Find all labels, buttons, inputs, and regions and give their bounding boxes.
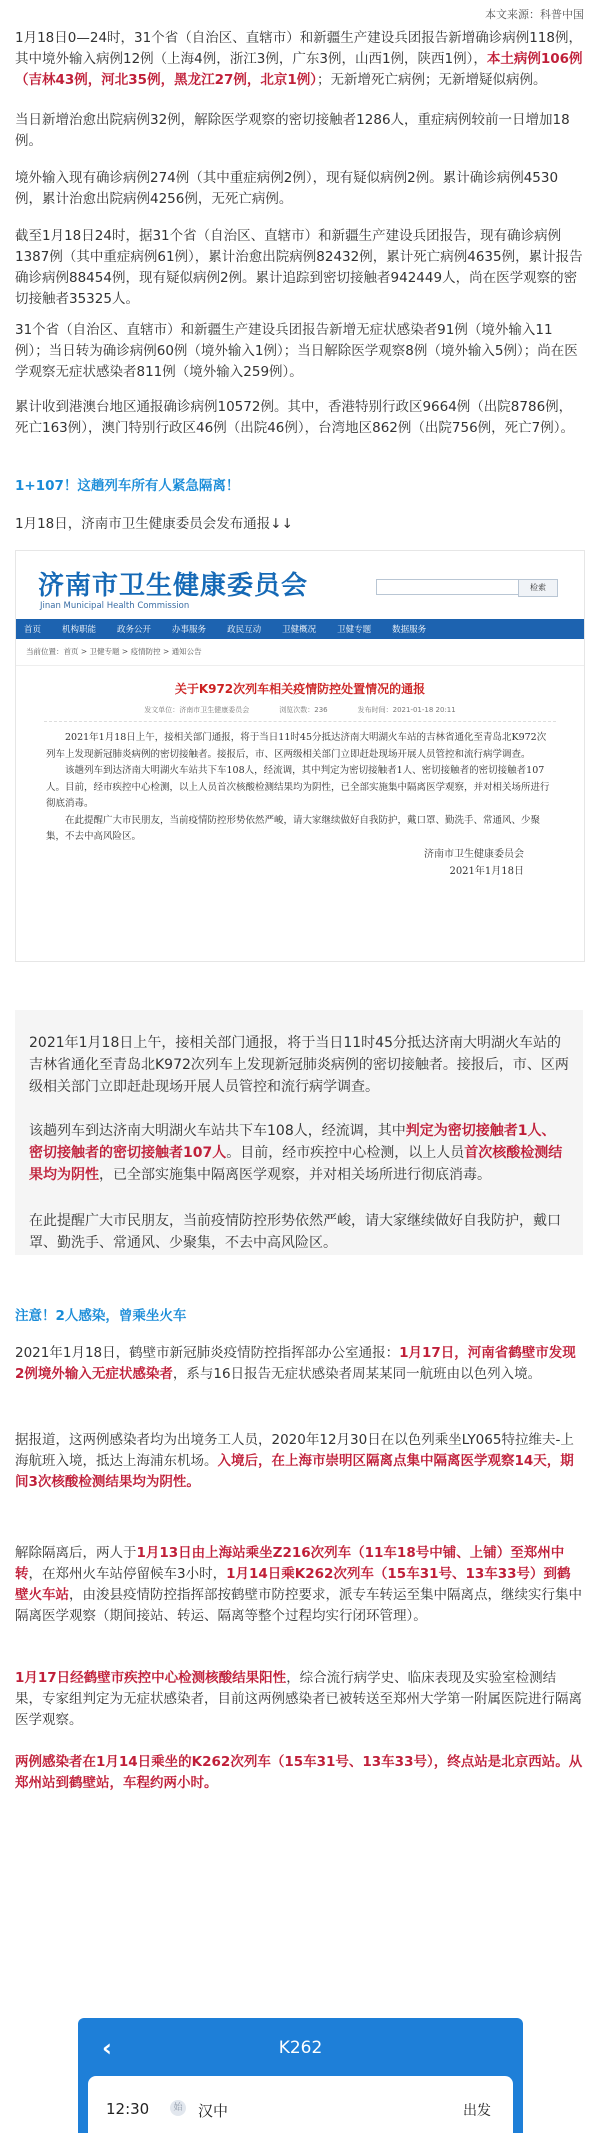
paragraph-hk-macau-taiwan: 累计收到港澳台地区通报确诊病例10572例。其中，香港特别行政区9664例（出院8786例，死亡163例），澳门特别行政区46例（出院46例），台湾地区862例（出院756例，死亡7例）。 xyxy=(15,399,574,436)
local-cases-highlight: 本土病例106例（吉林43例，河北35例，黑龙江27例，北京1例） xyxy=(15,51,583,88)
website-nav-item: 办事服务 xyxy=(172,625,207,635)
jinan-website-screenshot xyxy=(15,550,585,962)
heading-two-infections: 注意！2人感染，曾乘坐火车 xyxy=(15,1308,187,1324)
timetable-card xyxy=(88,2076,513,2133)
departure-label: 出发 xyxy=(463,2103,491,2119)
paragraph-k262-terminus: 两例感染者在1月14日乘坐的K262次列车（15车31号、13车33号），终点站是北京西站。从郑州站到鹤壁站，车程约两小时。 xyxy=(15,1754,583,1791)
heading-train-isolation: 1+107！这趟列车所有人紧急隔离！ xyxy=(15,478,240,494)
paragraph-daily-cases: 1月18日0—24时，31个省（自治区、直辖市）和新疆生产建设兵团报告新增确诊病例118例，其中境外输入病例12例（上海4例，浙江3例，广东3例，山西1例，陕西1例），本土病例106例（吉林43例，河北35例，黑龙江27例，北京1例）；无新增死亡病例；无新增疑似病例。 xyxy=(15,30,583,88)
paragraph-hebi-notice: 2021年1月18日，鹤壁市新冠肺炎疫情防控指挥部办公室通报：1月17日，河南省鹤壁市发现2例境外输入无症状感染者，系与16日报告无症状感染者周某某同一航班由以色列入境。 xyxy=(15,1345,576,1382)
website-nav-item: 卫健概况 xyxy=(282,625,317,635)
website-notice-signature: 济南市卫生健康委员会 2021年1月18日 xyxy=(424,848,524,877)
website-logo-english: Jinan Municipal Health Commission xyxy=(40,601,190,611)
paragraph-test-result: 1月17日经鹤壁市疾控中心检测核酸结果阳性，综合流行病学史、临床表现及实验室检测结果，专家组判定为无症状感染者，目前这两例感染者已被转送至郑州大学第一附属医院进行隔离医学观察。 xyxy=(15,1670,582,1728)
website-breadcrumb: 当前位置：首页 > 卫健专题 > 疫情防控 > 通知公告 xyxy=(16,639,584,666)
website-notice-meta: 发文单位：济南市卫生健康委员会 浏览次数：236 发布时间：2021-01-18 20:11 xyxy=(44,705,556,722)
paragraph-entry-details: 据报道，这两例感染者均为出境务工人员，2020年12月30日在以色列乘坐LY065特拉维夫-上海航班入境，抵达上海浦东机场。入境后，在上海市崇明区隔离点集中隔离医学观察14天，期间3次核酸检测结果均为阴性。 xyxy=(15,1432,574,1490)
website-nav-bar xyxy=(16,619,584,639)
website-search-button: 检索 xyxy=(518,579,558,597)
paragraph-jinan-notice: 1月18日，济南市卫生健康委员会发布通报↓↓ xyxy=(15,516,293,532)
start-station-icon: 始 xyxy=(170,2100,186,2116)
website-nav-item: 政民互动 xyxy=(227,625,262,635)
station-name: 汉中 xyxy=(198,2102,229,2120)
website-header xyxy=(16,551,584,619)
paragraph-recoveries: 当日新增治愈出院病例32例，解除医学观察的密切接触者1286人，重症病例较前一日增加18例。 xyxy=(15,112,570,149)
paragraph-cumulative: 截至1月18日24时，据31个省（自治区、直辖市）和新疆生产建设兵团报告，现有确诊病例1387例（其中重症病例61例），累计治愈出院病例82432例，累计死亡病例4635例，累计报告确诊病例88454例，现有疑似病例2例。累计追踪到密切接触者942449人，尚在医学观察的密切接触者35325人。 xyxy=(15,228,583,307)
train-app-screenshot xyxy=(78,2018,523,2133)
back-arrow-icon: ‹ xyxy=(102,2034,112,2062)
website-nav-item: 数据服务 xyxy=(392,625,427,635)
source-label: 本文来源：科普中国 xyxy=(485,8,584,21)
website-nav-item: 政务公开 xyxy=(117,625,152,635)
paragraph-imported: 境外输入现有确诊病例274例（其中重症病例2例），现有疑似病例2例。累计确诊病例4530例，累计治愈出院病例4256例，无死亡病例。 xyxy=(15,170,559,207)
train-number-title: K262 xyxy=(278,2038,323,2058)
website-search-input xyxy=(376,579,538,595)
website-nav-item: 机构职能 xyxy=(62,625,97,635)
card-paragraph-3: 在此提醒广大市民朋友，当前疫情防控形势依然严峻，请大家继续做好自我防护，戴口罩、勤洗手、常通风、少聚集，不去中高风险区。 xyxy=(29,1213,561,1251)
paragraph-train-route: 解除隔离后，两人于1月13日由上海站乘坐Z216次列车（11车18号中铺、上铺）至郑州中转，在郑州火车站停留候车3小时，1月14日乘K262次列车（15车31号、13车33号）到鹤壁火车站，由浚县疫情防控指挥部按鹤壁市防控要求，派专车转运至集中隔离点，继续实行集中隔离医学观察（期间接站、转运、隔离等整个过程均实行闭环管理）。 xyxy=(15,1545,582,1624)
website-notice-body: 2021年1月18日上午，接相关部门通报，将于当日11时45分抵达济南大明湖火车站的吉林省通化至青岛北K972次列车上发现新冠肺炎病例的密切接触者。接报后，市、区两级相关部门立即赶赴现场开展人员管控和流行病学调查。 该趟列车到达济南大明湖火车站共下车108人，经流调，其中判定为密切接触者1人、密切接触者的密切接触者107人。目前，经市疾控中心检测，以上人员首次核酸检测结果均为阴性，已全部实施集中隔离医学观察，并对相关场所进行彻底消毒。 在此提醒广大市民朋友，当前疫情防控形势依然严峻，请大家继续做好自我防护，戴口罩、勤洗手、常通风、少聚集，不去中高风险区。 xyxy=(46,732,550,842)
departure-time: 12:30 xyxy=(106,2100,150,2118)
paragraph-asymptomatic: 31个省（自治区、直辖市）和新疆生产建设兵团报告新增无症状感染者91例（境外输入11例）；当日转为确诊病例60例（境外输入1例）；当日解除医学观察8例（境外输入5例）；尚在医学观察无症状感染者811例（境外输入259例）。 xyxy=(15,322,578,380)
website-notice-title: 关于K972次列车相关疫情防控处置情况的通报 xyxy=(174,682,426,696)
quote-card xyxy=(15,1010,583,1255)
website-nav-item: 首页 xyxy=(24,625,42,635)
website-logo: 济南市卫生健康委员会 xyxy=(38,571,309,601)
card-paragraph-1: 2021年1月18日上午，接相关部门通报，将于当日11时45分抵达济南大明湖火车站的吉林省通化至青岛北K972次列车上发现新冠肺炎病例的密切接触者。接报后，市、区两级相关部门立即赶赴现场开展人员管控和流行病学调查。 xyxy=(29,1035,569,1095)
website-nav-item: 卫健专题 xyxy=(337,625,372,635)
card-paragraph-2: 该趟列车到达济南大明湖火车站共下车108人，经流调，其中判定为密切接触者1人、密切接触者的密切接触者107人。目前，经市疾控中心检测，以上人员首次核酸检测结果均为阴性，已全部实施集中隔离医学观察，并对相关场所进行彻底消毒。 xyxy=(29,1123,563,1183)
